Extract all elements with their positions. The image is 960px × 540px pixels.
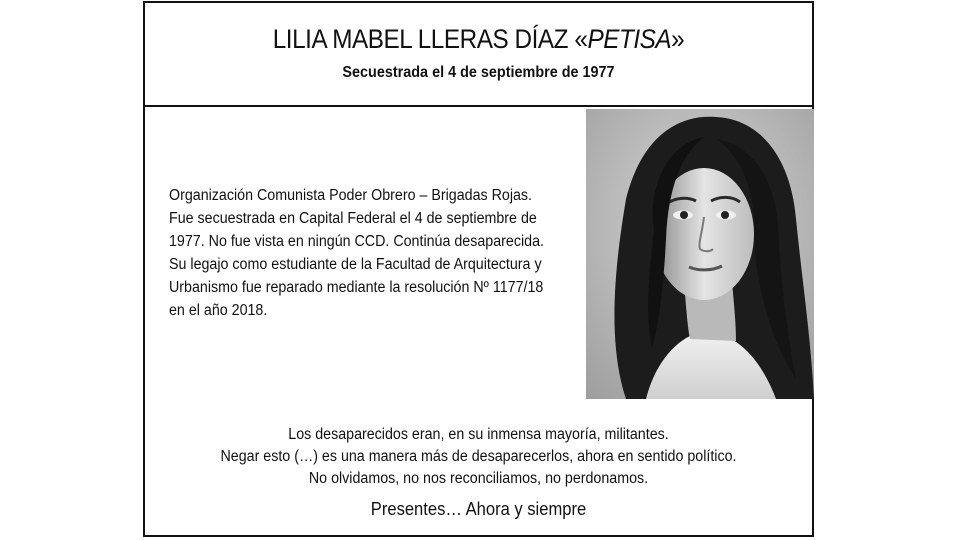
bio-line: Su legajo como estudiante de la Facultad de Arquitectura y [169,256,542,273]
kidnapping-date: Secuestrada el 4 de septiembre de 1977 [342,64,615,81]
header [145,3,812,107]
name-text: LILIA MABEL LLERAS DÍAZ « [272,24,588,54]
bio-line: 1977. No fue vista en ningún CCD. Continúa desaparecida. [169,233,544,250]
bio-line: en el año 2018. [169,302,268,319]
biography [169,184,555,322]
closing-line: No olvidamos, no nos reconciliamos, no perdonamos. [308,470,649,487]
closing-line: Los desaparecidos eran, en su inmensa mayoría, militantes. [288,426,669,443]
bio-line: Fue secuestrada en Capital Federal el 4 de septiembre de [169,210,537,227]
bio-line: Urbanismo fue reparado mediante la resolución Nº 1177/18 [169,279,544,296]
memorial-card [143,1,814,537]
portrait-image [586,109,814,399]
nickname: PETISA [587,24,672,54]
closing-statement [172,424,786,490]
portrait-photo [586,109,814,399]
person-name [178,23,778,55]
closing-line: Negar esto (…) es una manera más de desaparecerlos, ahora en sentido político. [220,448,737,465]
name-close: » [671,24,685,54]
bio-line: Organización Comunista Poder Obrero – Brigadas Rojas. [169,187,533,204]
presentes-line: Presentes… Ahora y siempre [370,499,587,519]
